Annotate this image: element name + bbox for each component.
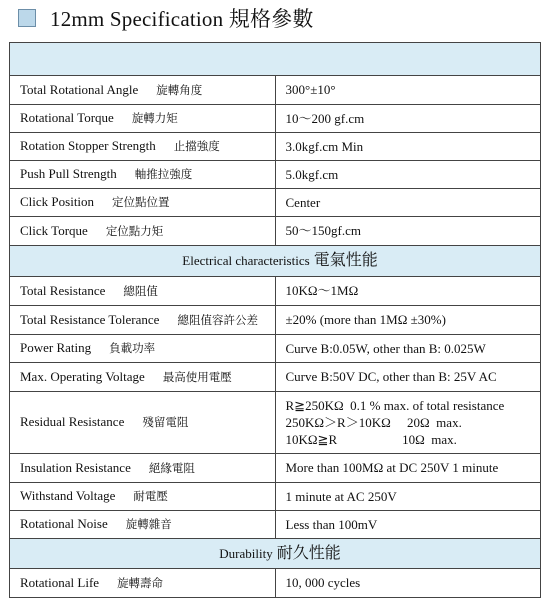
residual-value-cell [275, 392, 541, 454]
row-value: 10KΩ～1MΩ [275, 277, 541, 306]
row-label: Power Rating [20, 340, 92, 355]
row-label-cell [10, 454, 276, 483]
row-label-zh: 最高使用電壓 [162, 371, 232, 384]
row-value: Curve B:50V DC, other than B: 25V AC [275, 363, 541, 392]
table-row [10, 189, 541, 217]
row-label-zh: 絕緣電阻 [148, 462, 195, 475]
header-band-cell [10, 43, 541, 76]
table-row [10, 454, 541, 483]
row-label-cell [10, 105, 276, 133]
row-label: Total Resistance [20, 282, 106, 298]
row-label-cell [10, 511, 276, 539]
row-label-zh: 軸推拉強度 [134, 169, 193, 181]
section-heading-text: Electrical characteristics [182, 253, 310, 268]
table-row [10, 483, 541, 511]
row-label: Total Resistance Tolerance [20, 311, 160, 327]
row-label-cell [10, 483, 276, 511]
table-row [10, 105, 541, 133]
table-row [10, 277, 541, 306]
row-label-cell [10, 569, 276, 598]
row-label-cell [10, 161, 276, 189]
row-value: 3.0kgf.cm Min [275, 133, 541, 161]
row-label: Click Position [20, 194, 95, 209]
row-value: 50～150gf.cm [275, 217, 541, 246]
table-header-band [10, 43, 541, 76]
section-heading-cell [10, 539, 541, 569]
table-row [10, 511, 541, 539]
row-value: Less than 100mV [275, 511, 541, 539]
residual-line: R≧250KΩ 0.1 % max. of total resistance [285, 398, 505, 413]
page-title: 12mm Specification 規格參數 [50, 7, 314, 31]
section-heading-zh: 電氣性能 [313, 252, 378, 269]
row-label-cell [10, 189, 276, 217]
row-label-zh: 定位點力矩 [105, 225, 164, 238]
row-label: Rotation Stopper Strength [20, 138, 156, 153]
row-label: Residual Resistance [20, 414, 125, 429]
row-value: 10, 000 cycles [275, 569, 541, 598]
table-row [10, 217, 541, 246]
row-label-zh: 殘留電阻 [142, 417, 189, 429]
row-label: Max. Operating Voltage [20, 368, 145, 384]
row-label: Withstand Voltage [20, 488, 116, 503]
row-label: Click Torque [20, 222, 88, 238]
row-value: 10～200 gf.cm [275, 105, 541, 133]
title-square-icon [18, 9, 36, 27]
row-label: Total Rotational Angle [20, 81, 139, 97]
table-row [10, 306, 541, 335]
row-value: Center [275, 189, 541, 217]
row-label: Insulation Resistance [20, 459, 131, 475]
table-row [10, 392, 541, 454]
page-header [18, 5, 314, 31]
section-heading-electrical [10, 246, 541, 277]
row-label-zh: 旋轉雜音 [125, 519, 172, 531]
row-label: Rotational Life [20, 574, 100, 590]
table-row [10, 161, 541, 189]
row-label-zh: 耐電壓 [133, 491, 168, 503]
section-heading-durability [10, 539, 541, 569]
row-label-cell [10, 217, 276, 246]
row-value: Curve B:0.05W, other than B: 0.025W [275, 335, 541, 363]
row-label-zh: 定位點位置 [112, 197, 170, 209]
residual-line: 250KΩ＞R＞10KΩ 20Ω max. [285, 415, 462, 430]
section-heading-zh: 耐久性能 [276, 544, 341, 562]
table-row [10, 335, 541, 363]
row-label-cell [10, 277, 276, 306]
row-label-zh: 總阻值 [123, 285, 158, 298]
row-label-cell [10, 335, 276, 363]
row-value: 5.0kgf.cm [275, 161, 541, 189]
row-label-zh: 止擋強度 [173, 141, 220, 153]
row-label-zh: 旋轉角度 [156, 84, 203, 97]
specification-table [9, 42, 541, 598]
row-label-cell [10, 392, 276, 454]
section-heading-text: Durability [219, 545, 273, 561]
row-label-zh: 旋轉力矩 [131, 113, 178, 125]
table-row [10, 76, 541, 105]
row-label-cell [10, 76, 276, 105]
table-row [10, 363, 541, 392]
row-label: Rotational Noise [20, 516, 108, 531]
table-row [10, 133, 541, 161]
row-label-zh: 旋轉壽命 [117, 577, 164, 590]
row-label: Push Pull Strength [20, 166, 117, 181]
row-value: 300°±10° [275, 76, 541, 105]
row-value: 1 minute at AC 250V [275, 483, 541, 511]
row-value: ±20% (more than 1MΩ ±30%) [275, 306, 541, 335]
table-row [10, 569, 541, 598]
section-heading-cell [10, 246, 541, 277]
residual-line: 10KΩ≧R 10Ω max. [285, 432, 457, 447]
row-label-cell [10, 363, 276, 392]
row-label: Rotational Torque [20, 110, 114, 125]
row-label-zh: 負載功率 [109, 343, 156, 355]
row-label-cell [10, 306, 276, 335]
row-label-zh: 總阻值容許公差 [177, 314, 258, 327]
row-value: More than 100MΩ at DC 250V 1 minute [275, 454, 541, 483]
row-label-cell [10, 133, 276, 161]
